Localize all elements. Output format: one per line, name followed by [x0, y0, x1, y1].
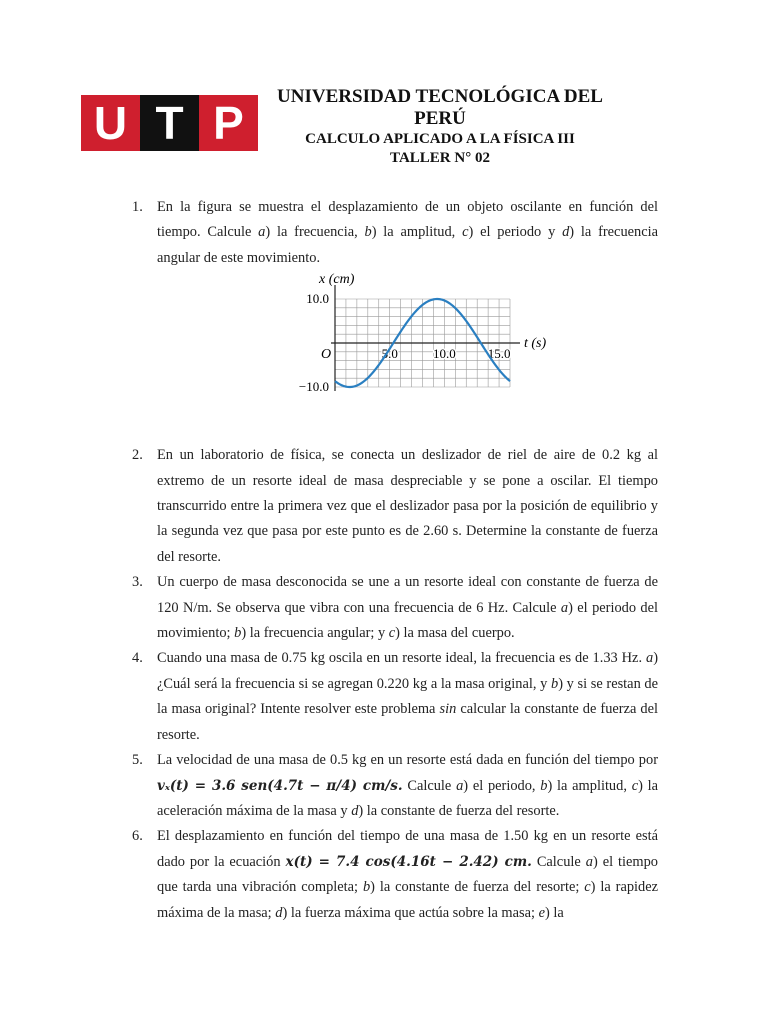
- part-letter: a: [585, 853, 593, 870]
- part-letter: a: [560, 599, 569, 616]
- problem-text: ) la masa del cuerpo.: [395, 625, 515, 642]
- logo-letter-u: U: [81, 95, 140, 151]
- part-letter: c: [631, 777, 639, 794]
- part-letter: b: [362, 879, 371, 896]
- part-letter: d: [275, 904, 283, 921]
- problem-text: El desplazamiento en función del tiempo de una masa de 1.50 kg en un resorte está dado por la ecuación: [157, 828, 658, 870]
- problem-number: 1.: [132, 199, 143, 215]
- problem-number: 5.: [132, 752, 143, 769]
- university-name: UNIVERSIDAD TECNOLÓGICA DEL PERÚ: [277, 86, 603, 129]
- problem-text: ) la frecuencia angular de este movimiento.: [157, 224, 658, 266]
- part-letter: b: [364, 224, 372, 241]
- problem-item: [132, 195, 658, 443]
- part-letter: b: [551, 675, 559, 692]
- problem-item: [132, 646, 658, 748]
- y-axis-label: x (cm): [319, 273, 355, 288]
- problem-text: ) la amplitud,: [547, 777, 632, 794]
- origin-label: O: [321, 347, 332, 363]
- workshop-title: TALLER N° 02: [390, 150, 490, 166]
- problem-number: 2.: [132, 447, 143, 464]
- part-letter: c: [388, 625, 396, 642]
- problem-list: [132, 195, 658, 926]
- part-letter: a: [456, 777, 464, 794]
- emphasis-word: sin: [439, 701, 457, 718]
- document-header: [270, 86, 610, 168]
- part-letter: b: [540, 777, 548, 794]
- part-letter: d: [562, 224, 570, 241]
- problem-item: [132, 748, 658, 824]
- y-tick-label: 10.0: [306, 291, 329, 307]
- problem-text: Un cuerpo de masa desconocida se une a un resorte ideal con constante de fuerza de 120 N/m. Se observa que vibra con una frecuencia de 6 Hz. Calcule: [157, 574, 658, 616]
- part-letter: a: [258, 224, 266, 241]
- problem-text: En la figura se muestra el desplazamiento de un objeto oscilante en función del tiempo. Calcule: [157, 199, 658, 241]
- problem-text: ) la constante de fuerza del resorte;: [370, 879, 585, 896]
- x-axis-label: t (s): [524, 336, 547, 352]
- velocity-equation: vₓ(t) = 3.6 sen(4.7t − π/4) cm/s.: [157, 777, 403, 794]
- part-letter: a: [646, 650, 654, 667]
- part-letter: c: [462, 224, 469, 241]
- problem-number: 3.: [132, 574, 143, 591]
- displacement-equation: x(t) = 7.4 cos(4.16t − 2.42) cm.: [285, 853, 532, 870]
- problem-text: ) el periodo y: [468, 224, 563, 241]
- problem-text: ) y si se restan de la masa original? Intente resolver este problema: [157, 675, 658, 718]
- problem-text: La velocidad de una masa de 0.5 kg en un resorte está dada en función del tiempo por: [157, 752, 658, 769]
- problem-item: [132, 443, 658, 570]
- problem-text: ) ¿Cuál será la frecuencia si se agregan 0.220 kg a la masa original, y: [157, 650, 658, 692]
- problem-text: ) la frecuencia angular; y: [241, 625, 389, 642]
- problem-text: ) la rapidez máxima de la masa;: [157, 879, 659, 921]
- problem-item: [132, 570, 658, 646]
- displacement-figure: [157, 271, 658, 443]
- logo-letter-p: P: [199, 95, 258, 151]
- problem-text: Calcule: [402, 777, 457, 794]
- course-name: CALCULO APLICADO A LA FÍSICA III: [305, 131, 575, 147]
- problem-text: ) la constante de fuerza del resorte.: [358, 802, 560, 819]
- problem-number: 6.: [132, 828, 143, 845]
- problem-text: En un laboratorio de física, se conecta un deslizador de riel de aire de 0.2 kg al extremo de un resorte ideal de masa despreciable y se pone a oscilar. El tiempo transcurrido entre la primera vez que el deslizador pasa por la posición de equilibrio y la segunda vez que pasa por este punto es de 2.60 s. Determine la constante de fuerza del resorte.: [157, 447, 658, 565]
- displacement-chart: [287, 273, 547, 441]
- problem-text: ) la fuerza máxima que actúa sobre la masa;: [282, 904, 539, 921]
- part-letter: d: [351, 802, 359, 819]
- x-tick-label: 15.0: [487, 346, 511, 362]
- problem-text: ) el periodo del movimiento;: [157, 599, 658, 642]
- problem-text: ) el tiempo que tarda una vibración completa;: [157, 853, 658, 896]
- problem-item: [132, 824, 658, 926]
- part-letter: c: [584, 879, 591, 896]
- problem-text: Cuando una masa de 0.75 kg oscila en un resorte ideal, la frecuencia es de 1.33 Hz.: [157, 650, 646, 667]
- problem-text: ) la: [544, 904, 564, 921]
- problem-text: ) el periodo,: [463, 777, 541, 794]
- problem-number: 4.: [132, 650, 143, 667]
- problem-text: ) la amplitud,: [371, 224, 463, 241]
- logo-letter-t: T: [140, 95, 199, 151]
- problem-text: calcular la constante de fuerza del resorte.: [157, 701, 658, 743]
- part-letter: e: [538, 904, 545, 921]
- problem-text: Calcule: [531, 853, 586, 870]
- x-tick-label: 10.0: [433, 346, 456, 362]
- problem-text: ) la aceleración máxima de la masa y: [157, 777, 659, 819]
- utp-logo: [81, 95, 258, 151]
- part-letter: b: [234, 625, 242, 642]
- x-tick-label: 5.0: [381, 346, 398, 362]
- problem-text: ) la frecuencia,: [265, 224, 365, 241]
- y-tick-label: −10.0: [298, 379, 329, 395]
